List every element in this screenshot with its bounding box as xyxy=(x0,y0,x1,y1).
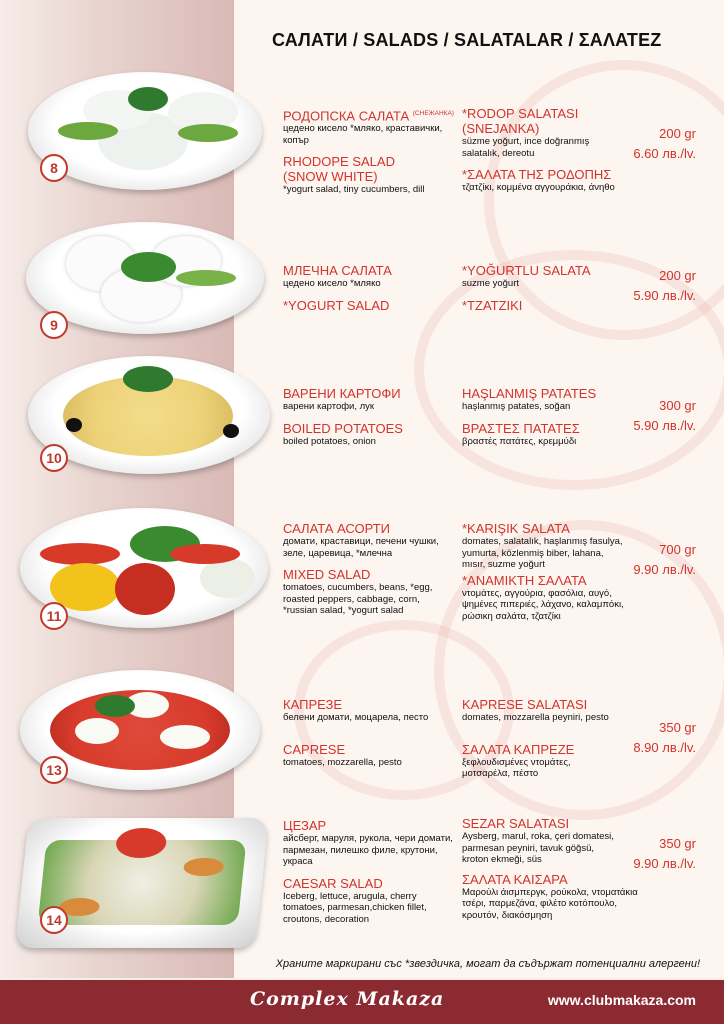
menu-item-9-left xyxy=(283,263,463,313)
item-desc-tr: Aysberg, marul, roka, çeri domatesi, parmesan peyniri, tavuk göğsü, kroton ekmeği, süs xyxy=(462,831,614,865)
item-name-en: BOILED POTATOES xyxy=(283,420,403,436)
item-name-en: *YOGURT SALAD xyxy=(283,297,390,313)
item-price: 5.90 лв./lv. xyxy=(633,418,696,433)
item-price-block xyxy=(614,718,696,758)
brand-logo-text: Complex Makaza xyxy=(250,988,445,1010)
cucumber-slice xyxy=(178,124,238,142)
item-price: 9.90 лв./lv. xyxy=(633,562,696,577)
item-price-block xyxy=(614,124,696,164)
item-desc-gr: τζατζίκι, κομμένα αγγουράκια, άνηθο xyxy=(462,182,615,193)
item-name-tr: *YOĞURTLU SALATA xyxy=(462,263,591,278)
item-price-block xyxy=(614,540,696,580)
item-price-block xyxy=(614,396,696,436)
mozzarella xyxy=(160,725,210,749)
tomato-slices xyxy=(170,544,240,564)
herb-garnish xyxy=(121,252,176,282)
item-desc-bg: домати, краставици, печени чушки, зеле, царевица, *млечна xyxy=(283,536,439,559)
item-weight: 350 gr xyxy=(659,720,696,735)
menu-item-8-left xyxy=(283,106,463,196)
item-name-en: CAPRESE xyxy=(283,741,346,757)
item-desc-bg: варени картофи, лук xyxy=(283,401,375,412)
item-desc-bg: цедено кисело *мляко xyxy=(283,278,381,289)
menu-item-9-right xyxy=(462,263,622,313)
item-desc-tr: domates, salatalık, haşlanmış fasulya, yumurta, közlenmiş biber, lahana, mısır, suzme yoğurt xyxy=(462,536,623,570)
menu-item-11-right xyxy=(462,521,628,622)
item-desc-gr: ντομάτες, αγγούρια, φασόλια, αυγό, ψημένες πιπεριές, λάχανο, καλαμπόκι, ρώσικη σαλάτα, τζατζίκι xyxy=(462,587,624,622)
item-name-bg: ЦЕЗАР xyxy=(283,818,327,833)
item-name-gr: ΒΡΑΣΤΕΣ ΠΑΤΑΤΕΣ xyxy=(462,420,580,436)
item-desc-en: tomatoes, mozzarella, pesto xyxy=(283,756,402,768)
menu-item-14-left xyxy=(283,818,455,925)
item-name-en: MIXED SALAD xyxy=(283,567,371,582)
item-price: 6.60 лв./lv. xyxy=(633,146,696,161)
olive xyxy=(223,424,239,438)
item-name-bg: РОДОПСКА САЛАТА $^{(СНЕЖАНКА)}$ xyxy=(283,108,454,124)
item-desc-en: boiled potatoes, onion xyxy=(283,435,376,447)
item-desc-tr: domates, mozzarella peyniri, pesto xyxy=(462,712,609,723)
page-title: САЛАТИ / SALADS / SALATALAR / ΣΑΛΑΤΕΖ xyxy=(272,30,662,50)
herb-garnish xyxy=(95,695,135,717)
item-desc-en: Iceberg, lettuce, arugula, cherry tomatoes, parmesan,chicken fillet, croutons, decoration xyxy=(283,890,427,925)
mozzarella xyxy=(75,718,119,744)
item-desc-gr: Μαρούλι άισμπεργκ, ρούκολα, ντοματάκια τσέρι, παρμεζάνα, φιλέτο κοτόπουλο, κρουτόν, διακόσμηση xyxy=(462,886,638,921)
item-name-tr: KAPRESE SALATASI xyxy=(462,697,588,712)
menu-item-14-right xyxy=(462,816,638,921)
item-weight: 350 gr xyxy=(659,836,696,851)
item-price-block xyxy=(614,834,696,874)
tomato-slices xyxy=(40,543,120,565)
item-name-bg: КАПРЕЗЕ xyxy=(283,697,343,712)
allergen-note: Храните маркирани със *звездичка, могат да съдържат потенциални алергени! xyxy=(275,958,700,970)
item-desc-gr: βραστές πατάτες, κρεμμύδι xyxy=(462,435,577,447)
item-name-gr: ΣΑΛΑΤΑ ΚΑΠΡΕΖΕ xyxy=(462,741,575,757)
russian-salad xyxy=(200,558,255,598)
herb-garnish xyxy=(123,366,173,392)
item-name-gr: ΣΑΛΑΤΑ ΚΑΙΣΑΡΑ xyxy=(462,871,568,887)
item-note-bg: (СНЕЖАНКА) xyxy=(412,110,454,117)
menu-item-8-right xyxy=(462,106,622,194)
item-name-gr: *ΣΑΛΑΤΑ ΤΗΣ ΡΟΔΟΠΗΣ xyxy=(462,167,612,182)
item-name-bg: МЛЕЧНА САЛАТА xyxy=(283,263,392,278)
roasted-peppers xyxy=(115,563,175,615)
menu-item-10-right xyxy=(462,386,622,447)
item-number-badge: 8 xyxy=(40,154,68,182)
item-desc-gr: ξεφλουδισμένες ντομάτες, μοτσαρέλα, πέστο xyxy=(462,756,571,779)
item-desc-en: tomatoes, cucumbers, beans, *egg, roasted peppers, cabbage, corn, *russian salad, *yogurt salad xyxy=(283,582,433,616)
item-name-gr: *TZATZIKI xyxy=(462,297,523,313)
olive xyxy=(66,418,82,432)
item-desc-tr: süzme yoğurt, ince doğranmış salatalık, dereotu xyxy=(462,136,590,159)
menu-item-11-left xyxy=(283,521,455,617)
item-name-tr: *KARIŞIK SALATA xyxy=(462,521,570,536)
item-number-badge: 14 xyxy=(40,906,68,934)
item-name-bg: ВАРЕНИ КАРТОФИ xyxy=(283,386,401,401)
item-desc-tr: suzme yoğurt xyxy=(462,278,520,289)
menu-item-10-left xyxy=(283,386,463,447)
website-link[interactable]: www.clubmakaza.com xyxy=(547,992,696,1008)
cucumber-slice xyxy=(176,270,236,286)
item-desc-en: *yogurt salad, tiny cucumbers, dill xyxy=(283,184,425,196)
item-name-en: RHODOPE SALAD (SNOW WHITE) xyxy=(283,154,395,185)
item-weight: 300 gr xyxy=(659,398,696,413)
item-price: 5.90 лв./lv. xyxy=(633,288,696,303)
item-name-tr: HAŞLANMIŞ PATATES xyxy=(462,386,597,401)
item-desc-tr: haşlanmış patates, soğan xyxy=(462,401,571,412)
item-name-tr: SEZAR SALATASI xyxy=(462,816,570,831)
item-number-badge: 11 xyxy=(40,602,68,630)
item-number-badge: 9 xyxy=(40,311,68,339)
item-price-block xyxy=(614,266,696,306)
item-price: 8.90 лв./lv. xyxy=(633,740,696,755)
item-desc-bg: айсберг, маруля, рукола, чери домати, пармезан, пилешко филе, крутони, украса xyxy=(283,833,453,867)
item-name-bg: САЛАТА АСОРТИ xyxy=(283,521,391,536)
item-name-gr: *ΑΝΑΜΙΚΤΗ ΣΑΛΑΤΑ xyxy=(462,572,587,588)
cucumber-slice xyxy=(58,122,118,140)
item-number-badge: 13 xyxy=(40,756,68,784)
menu-item-13-left xyxy=(283,697,455,768)
item-name-en: CAESAR SALAD xyxy=(283,875,383,891)
item-name-tr: *RODOP SALATASI (SNEJANKA) xyxy=(462,106,579,136)
item-desc-bg: цедено кисело *мляко, краставички, копър xyxy=(283,123,443,146)
item-weight: 200 gr xyxy=(659,268,696,283)
menu-item-13-right xyxy=(462,697,628,780)
item-price: 9.90 лв./lv. xyxy=(633,856,696,871)
item-weight: 200 gr xyxy=(659,126,696,141)
item-desc-bg: белени домати, моцарела, песто xyxy=(283,712,429,723)
item-number-badge: 10 xyxy=(40,444,68,472)
item-weight: 700 gr xyxy=(659,542,696,557)
herb-garnish xyxy=(128,87,168,111)
